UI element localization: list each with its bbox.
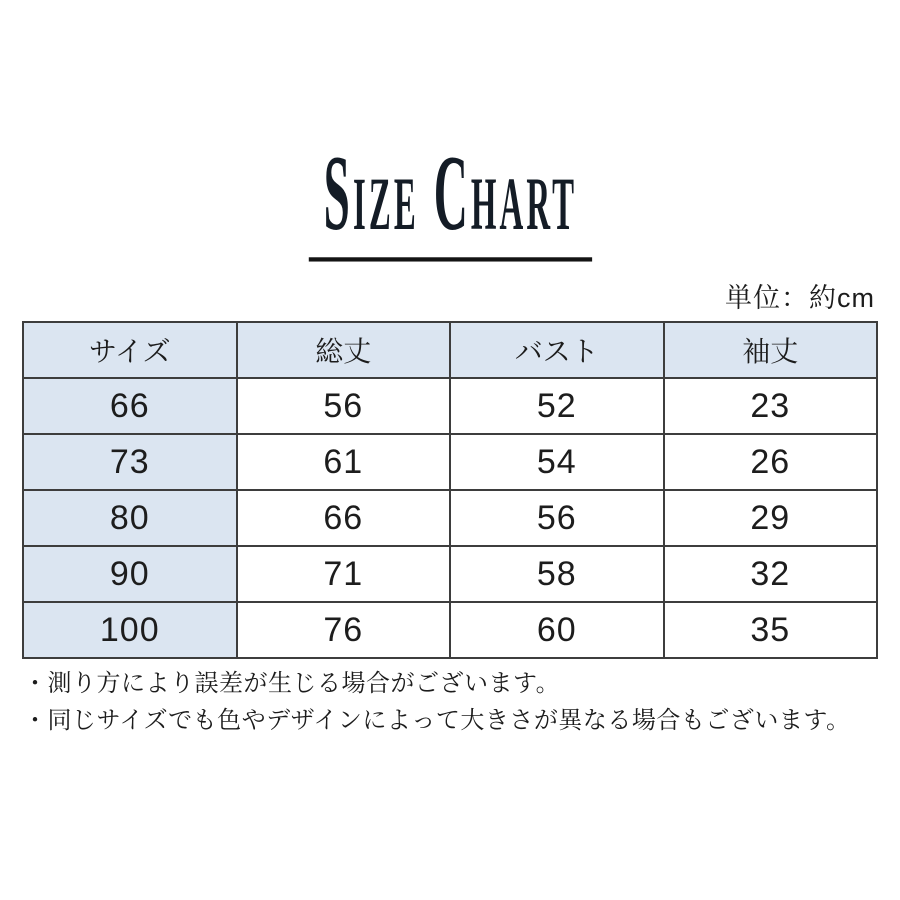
note-measurement-tolerance: ・測り方により誤差が生じる場合がございます。 xyxy=(23,670,561,697)
table-row xyxy=(23,434,877,490)
unit-label: 単位：約cm xyxy=(725,283,875,313)
value-cell: 58 xyxy=(450,546,664,602)
table-row xyxy=(23,602,877,658)
size-cell: 90 xyxy=(23,546,237,602)
table-header-row xyxy=(23,322,877,378)
value-cell: 56 xyxy=(450,490,664,546)
value-cell: 29 xyxy=(664,490,878,546)
header-cell-total-length: 総丈 xyxy=(237,322,451,378)
value-cell: 56 xyxy=(237,378,451,434)
value-cell: 66 xyxy=(237,490,451,546)
value-cell: 23 xyxy=(664,378,878,434)
table-row xyxy=(23,378,877,434)
value-cell: 52 xyxy=(450,378,664,434)
size-table-body xyxy=(23,378,877,658)
page-title: Size Chart xyxy=(308,138,591,261)
value-cell: 32 xyxy=(664,546,878,602)
size-cell: 73 xyxy=(23,434,237,490)
value-cell: 71 xyxy=(237,546,451,602)
value-cell: 76 xyxy=(237,602,451,658)
value-cell: 60 xyxy=(450,602,664,658)
size-cell: 100 xyxy=(23,602,237,658)
value-cell: 26 xyxy=(664,434,878,490)
header-cell-bust: バスト xyxy=(450,322,664,378)
footer-notes xyxy=(23,665,850,739)
table-row xyxy=(23,490,877,546)
note-size-variation: ・同じサイズでも色やデザインによって大きさが異なる場合もございます。 xyxy=(23,707,851,734)
title-container xyxy=(0,133,900,254)
value-cell: 61 xyxy=(237,434,451,490)
value-cell: 35 xyxy=(664,602,878,658)
size-cell: 80 xyxy=(23,490,237,546)
header-cell-size: サイズ xyxy=(23,322,237,378)
table-row xyxy=(23,546,877,602)
size-table xyxy=(22,321,878,659)
size-cell: 66 xyxy=(23,378,237,434)
size-table-head xyxy=(23,322,877,378)
value-cell: 54 xyxy=(450,434,664,490)
header-cell-sleeve-length: 袖丈 xyxy=(664,322,878,378)
